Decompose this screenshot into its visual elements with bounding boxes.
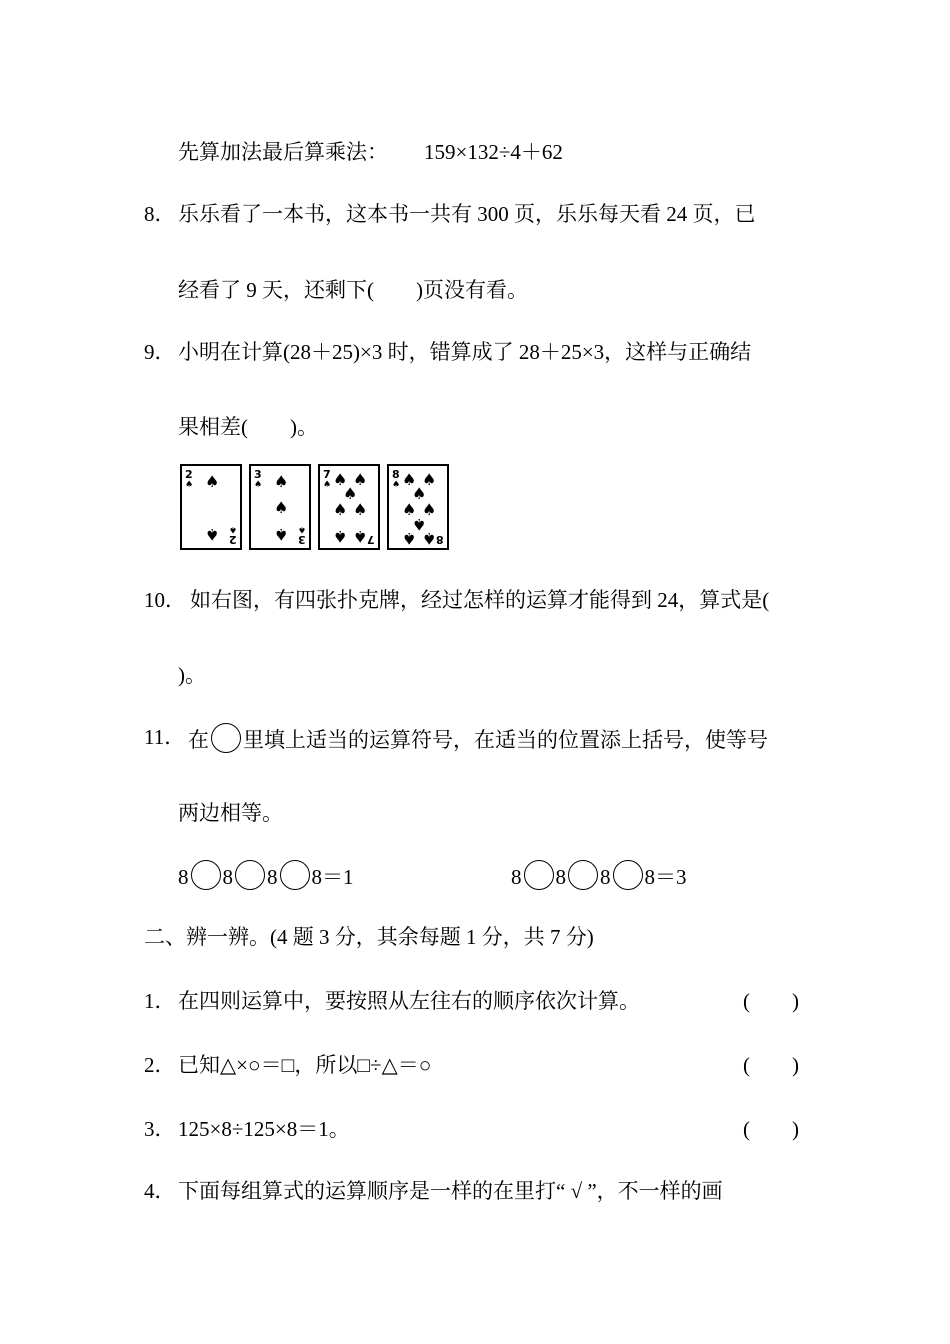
spade-icon: ♠ xyxy=(274,472,289,491)
operand: 8 xyxy=(178,865,189,889)
spade-icon: ♠ xyxy=(333,527,348,546)
operator-circle[interactable] xyxy=(191,860,221,890)
operand: 8 xyxy=(222,865,233,889)
q10-line2: )。 xyxy=(178,663,206,687)
playing-cards xyxy=(180,464,455,554)
s2-item1-text: 在四则运算中，要按照从左往右的顺序依次计算。 xyxy=(178,989,640,1013)
card-rank: 3 xyxy=(298,533,306,546)
q11-equation-1 xyxy=(178,860,354,891)
operand-result: 8＝3 xyxy=(644,865,687,889)
spade-icon: ♠ xyxy=(228,524,237,534)
operand: 8 xyxy=(600,865,611,889)
spade-icon: ♠ xyxy=(274,498,289,517)
s2-item2-text: 已知△×○＝□，所以□÷△＝○ xyxy=(178,1053,432,1077)
operand: 8 xyxy=(555,865,566,889)
card-rank: 7 xyxy=(367,533,375,546)
q11-number: 11． xyxy=(144,725,186,749)
card-3-spades xyxy=(249,464,311,550)
card-rank: 7 xyxy=(323,468,331,481)
q8-number: 8． xyxy=(144,202,176,226)
card-rank: 2 xyxy=(185,468,193,481)
section2-heading: 二、辨一辨。(4 题 3 分，其余每题 1 分，共 7 分) xyxy=(144,925,594,949)
q7-expression: 159×132÷4＋62 xyxy=(424,140,563,164)
s2-item2-number: 2． xyxy=(144,1053,176,1077)
operator-circle[interactable] xyxy=(613,860,643,890)
card-rank: 8 xyxy=(392,468,400,481)
card-7-spades xyxy=(318,464,380,550)
spade-icon: ♠ xyxy=(333,500,348,519)
spade-icon: ♠ xyxy=(402,470,417,489)
spade-icon: ♠ xyxy=(402,500,417,519)
q9-number: 9． xyxy=(144,340,176,364)
spade-icon: ♠ xyxy=(392,480,401,490)
spade-icon: ♠ xyxy=(323,480,332,490)
s2-item3-number: 3． xyxy=(144,1117,176,1141)
q8-line1: 乐乐看了一本书，这本书一共有 300 页，乐乐每天看 24 页，已 xyxy=(178,202,756,226)
q8-line2: 经看了 9 天，还剩下( )页没有看。 xyxy=(178,278,528,302)
s2-item4-number: 4． xyxy=(144,1179,176,1203)
s2-item3-answer[interactable]: ( ) xyxy=(743,1117,799,1141)
spade-icon: ♠ xyxy=(422,529,437,548)
spade-icon: ♠ xyxy=(422,500,437,519)
q11-line1 xyxy=(188,723,768,754)
answer-circle xyxy=(211,723,241,753)
spade-icon: ♠ xyxy=(412,484,427,503)
operand: 8 xyxy=(511,865,522,889)
spade-icon: ♠ xyxy=(297,524,306,534)
s2-item4-text: 下面每组算式的运算顺序是一样的在里打“ √ ”，不一样的画 xyxy=(178,1179,723,1203)
card-rank: 3 xyxy=(254,468,262,481)
s2-item2-answer[interactable]: ( ) xyxy=(743,1053,799,1077)
spade-icon: ♠ xyxy=(333,470,348,489)
spade-icon: ♠ xyxy=(205,472,220,491)
operator-circle[interactable] xyxy=(568,860,598,890)
card-2-spades xyxy=(180,464,242,550)
q11-line2: 两边相等。 xyxy=(178,801,283,825)
s2-item1-number: 1． xyxy=(144,989,176,1013)
spade-icon: ♠ xyxy=(412,515,427,534)
q7-label: 先算加法最后算乘法： xyxy=(178,140,388,164)
q9-line2: 果相差( )。 xyxy=(178,415,318,439)
spade-icon: ♠ xyxy=(422,470,437,489)
q11-equation-2 xyxy=(511,860,687,891)
card-8-spades xyxy=(387,464,449,550)
operand-result: 8＝1 xyxy=(311,865,354,889)
operand: 8 xyxy=(267,865,278,889)
q10-line1: 如右图，有四张扑克牌，经过怎样的运算才能得到 24，算式是( xyxy=(190,588,770,612)
spade-icon: ♠ xyxy=(402,529,417,548)
card-rank: 8 xyxy=(436,533,444,546)
spade-icon: ♠ xyxy=(274,525,289,544)
q11-line1-rest: 里填上适当的运算符号，在适当的位置添上括号，使等号 xyxy=(243,728,768,752)
spade-icon: ♠ xyxy=(205,525,220,544)
q11-pre: 在 xyxy=(188,728,209,752)
spade-icon: ♠ xyxy=(254,480,263,490)
spade-icon: ♠ xyxy=(343,484,358,503)
operator-circle[interactable] xyxy=(524,860,554,890)
spade-icon: ♠ xyxy=(353,500,368,519)
q9-line1: 小明在计算(28＋25)×3 时，错算成了 28＋25×3，这样与正确结 xyxy=(178,340,752,364)
s2-item1-answer[interactable]: ( ) xyxy=(743,989,799,1013)
card-rank: 2 xyxy=(229,533,237,546)
q10-number: 10． xyxy=(144,588,186,612)
spade-icon: ♠ xyxy=(353,527,368,546)
spade-icon: ♠ xyxy=(353,470,368,489)
operator-circle[interactable] xyxy=(235,860,265,890)
s2-item3-text: 125×8÷125×8＝1。 xyxy=(178,1117,350,1141)
spade-icon: ♠ xyxy=(185,480,194,490)
operator-circle[interactable] xyxy=(280,860,310,890)
